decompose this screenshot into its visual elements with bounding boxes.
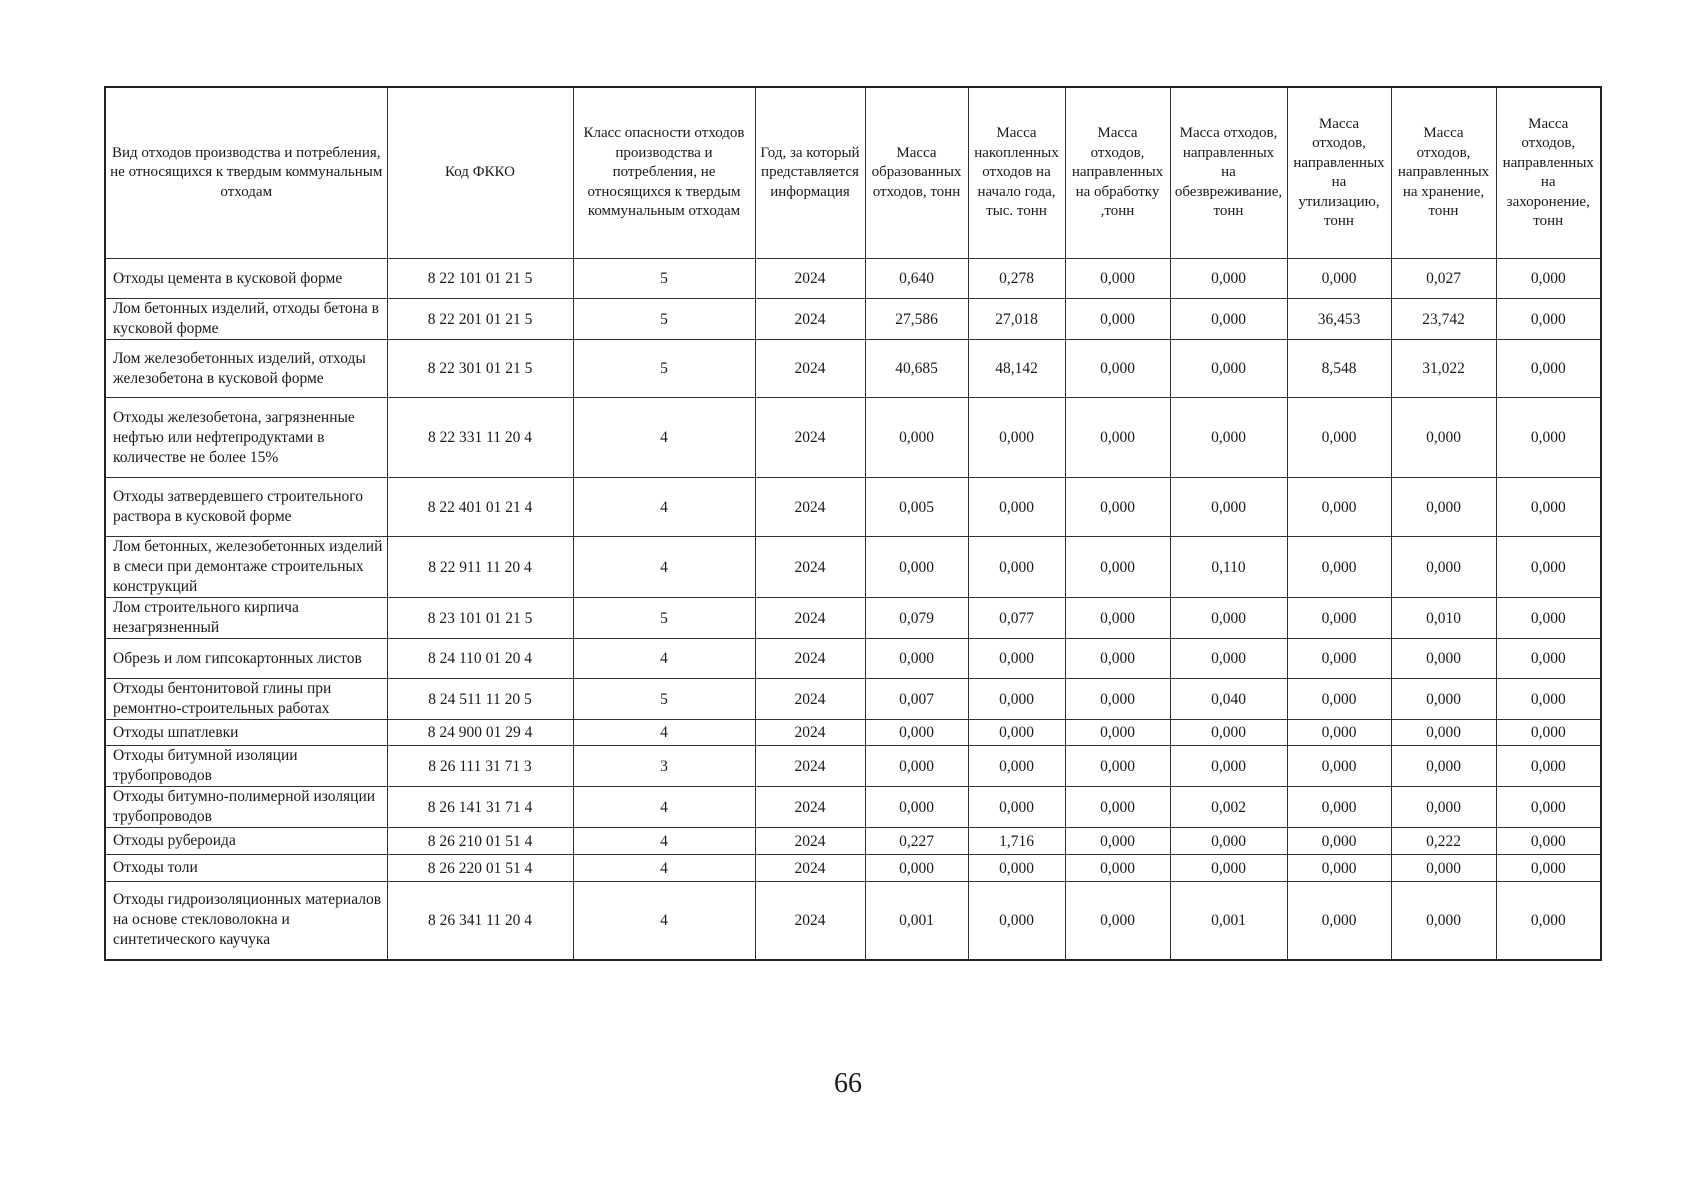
- header-mass-processing: Масса отходов, направленных на обработку ,тонн: [1065, 87, 1170, 259]
- cell-mass-burial: 0,000: [1496, 882, 1601, 960]
- cell-mass-processing: 0,000: [1065, 882, 1170, 960]
- cell-mass-neutralization: 0,000: [1170, 598, 1287, 639]
- cell-fkko-code: 8 24 511 11 20 5: [387, 679, 573, 720]
- cell-mass-burial: 0,000: [1496, 720, 1601, 746]
- cell-waste-name: Отходы гидроизоляционных материалов на основе стекловолокна и синтетического каучука: [105, 882, 387, 960]
- cell-hazard-class: 4: [573, 828, 755, 855]
- cell-mass-accumulated: 0,278: [968, 259, 1065, 299]
- cell-mass-accumulated: 0,000: [968, 746, 1065, 787]
- cell-mass-accumulated: 0,000: [968, 882, 1065, 960]
- table-row: [105, 679, 1601, 720]
- cell-mass-accumulated: 0,000: [968, 720, 1065, 746]
- cell-mass-generated: 40,685: [865, 340, 968, 398]
- cell-mass-processing: 0,000: [1065, 679, 1170, 720]
- cell-mass-burial: 0,000: [1496, 679, 1601, 720]
- cell-mass-utilization: 0,000: [1287, 855, 1391, 882]
- cell-waste-name: Отходы рубероида: [105, 828, 387, 855]
- cell-year: 2024: [755, 398, 865, 478]
- cell-mass-processing: 0,000: [1065, 639, 1170, 679]
- cell-mass-generated: 0,007: [865, 679, 968, 720]
- cell-mass-storage: 0,000: [1391, 787, 1496, 828]
- header-waste-type: Вид отходов производства и потребления, не относящихся к твердым коммунальным отходам: [105, 87, 387, 259]
- cell-mass-storage: 31,022: [1391, 340, 1496, 398]
- cell-fkko-code: 8 24 900 01 29 4: [387, 720, 573, 746]
- cell-mass-storage: 0,000: [1391, 746, 1496, 787]
- cell-mass-utilization: 0,000: [1287, 882, 1391, 960]
- cell-mass-burial: 0,000: [1496, 398, 1601, 478]
- cell-mass-neutralization: 0,000: [1170, 639, 1287, 679]
- cell-fkko-code: 8 22 201 01 21 5: [387, 299, 573, 340]
- cell-mass-burial: 0,000: [1496, 855, 1601, 882]
- cell-mass-storage: 0,027: [1391, 259, 1496, 299]
- cell-hazard-class: 4: [573, 787, 755, 828]
- cell-waste-name: Лом бетонных изделий, отходы бетона в кусковой форме: [105, 299, 387, 340]
- cell-mass-utilization: 0,000: [1287, 828, 1391, 855]
- cell-mass-accumulated: 0,000: [968, 398, 1065, 478]
- cell-mass-accumulated: 0,000: [968, 639, 1065, 679]
- cell-fkko-code: 8 26 210 01 51 4: [387, 828, 573, 855]
- cell-hazard-class: 3: [573, 746, 755, 787]
- cell-mass-generated: 27,586: [865, 299, 968, 340]
- cell-mass-neutralization: 0,000: [1170, 259, 1287, 299]
- cell-mass-accumulated: 0,000: [968, 787, 1065, 828]
- cell-mass-storage: 0,000: [1391, 639, 1496, 679]
- header-row: [105, 87, 1601, 259]
- cell-mass-generated: 0,001: [865, 882, 968, 960]
- cell-waste-name: Отходы затвердевшего строительного раствора в кусковой форме: [105, 478, 387, 537]
- cell-hazard-class: 4: [573, 855, 755, 882]
- header-fkko-code: Код ФККО: [387, 87, 573, 259]
- cell-hazard-class: 4: [573, 478, 755, 537]
- cell-year: 2024: [755, 537, 865, 598]
- cell-mass-processing: 0,000: [1065, 746, 1170, 787]
- cell-mass-burial: 0,000: [1496, 299, 1601, 340]
- cell-year: 2024: [755, 746, 865, 787]
- cell-fkko-code: 8 26 341 11 20 4: [387, 882, 573, 960]
- header-mass-accumulated: Масса накопленных отходов на начало года, тыс. тонн: [968, 87, 1065, 259]
- table-row: [105, 537, 1601, 598]
- cell-mass-neutralization: 0,000: [1170, 746, 1287, 787]
- cell-mass-storage: 0,010: [1391, 598, 1496, 639]
- cell-mass-generated: 0,227: [865, 828, 968, 855]
- cell-mass-utilization: 0,000: [1287, 720, 1391, 746]
- cell-waste-name: Лом строительного кирпича незагрязненный: [105, 598, 387, 639]
- cell-mass-burial: 0,000: [1496, 828, 1601, 855]
- cell-mass-burial: 0,000: [1496, 537, 1601, 598]
- header-mass-generated: Масса образованных отходов, тонн: [865, 87, 968, 259]
- cell-waste-name: Лом бетонных, железобетонных изделий в смеси при демонтаже строительных конструкций: [105, 537, 387, 598]
- cell-hazard-class: 4: [573, 398, 755, 478]
- cell-fkko-code: 8 22 331 11 20 4: [387, 398, 573, 478]
- cell-mass-generated: 0,000: [865, 787, 968, 828]
- cell-mass-neutralization: 0,000: [1170, 855, 1287, 882]
- cell-year: 2024: [755, 340, 865, 398]
- cell-mass-generated: 0,000: [865, 855, 968, 882]
- cell-mass-generated: 0,000: [865, 398, 968, 478]
- cell-mass-utilization: 0,000: [1287, 478, 1391, 537]
- waste-table: [104, 86, 1602, 961]
- header-mass-storage: Масса отходов, направленных на хранение, тонн: [1391, 87, 1496, 259]
- cell-fkko-code: 8 26 111 31 71 3: [387, 746, 573, 787]
- cell-hazard-class: 5: [573, 259, 755, 299]
- table-row: [105, 639, 1601, 679]
- cell-mass-storage: 23,742: [1391, 299, 1496, 340]
- cell-waste-name: Отходы железобетона, загрязненные нефтью или нефтепродуктами в количестве не более 15%: [105, 398, 387, 478]
- header-mass-utilization: Масса отходов, направленных на утилизацию, тонн: [1287, 87, 1391, 259]
- cell-mass-processing: 0,000: [1065, 787, 1170, 828]
- cell-waste-name: Отходы битумно-полимерной изоляции трубопроводов: [105, 787, 387, 828]
- cell-mass-utilization: 0,000: [1287, 259, 1391, 299]
- cell-waste-name: Обрезь и лом гипсокартонных листов: [105, 639, 387, 679]
- cell-mass-utilization: 36,453: [1287, 299, 1391, 340]
- cell-mass-accumulated: 0,000: [968, 537, 1065, 598]
- table-row: [105, 259, 1601, 299]
- table-row: [105, 340, 1601, 398]
- header-mass-burial: Масса отходов, направленных на захоронение, тонн: [1496, 87, 1601, 259]
- cell-mass-processing: 0,000: [1065, 537, 1170, 598]
- cell-mass-generated: 0,000: [865, 720, 968, 746]
- cell-mass-processing: 0,000: [1065, 855, 1170, 882]
- cell-year: 2024: [755, 478, 865, 537]
- cell-mass-accumulated: 0,077: [968, 598, 1065, 639]
- cell-mass-neutralization: 0,040: [1170, 679, 1287, 720]
- cell-mass-processing: 0,000: [1065, 259, 1170, 299]
- cell-mass-utilization: 0,000: [1287, 679, 1391, 720]
- cell-hazard-class: 4: [573, 720, 755, 746]
- cell-mass-utilization: 0,000: [1287, 787, 1391, 828]
- cell-mass-generated: 0,079: [865, 598, 968, 639]
- cell-year: 2024: [755, 787, 865, 828]
- cell-mass-burial: 0,000: [1496, 787, 1601, 828]
- cell-mass-storage: 0,000: [1391, 537, 1496, 598]
- cell-year: 2024: [755, 598, 865, 639]
- cell-fkko-code: 8 26 220 01 51 4: [387, 855, 573, 882]
- cell-mass-processing: 0,000: [1065, 299, 1170, 340]
- cell-waste-name: Лом железобетонных изделий, отходы железобетона в кусковой форме: [105, 340, 387, 398]
- cell-mass-accumulated: 1,716: [968, 828, 1065, 855]
- cell-year: 2024: [755, 639, 865, 679]
- cell-hazard-class: 4: [573, 882, 755, 960]
- cell-mass-utilization: 0,000: [1287, 598, 1391, 639]
- cell-mass-utilization: 0,000: [1287, 639, 1391, 679]
- table-row: [105, 828, 1601, 855]
- cell-mass-accumulated: 27,018: [968, 299, 1065, 340]
- cell-waste-name: Отходы толи: [105, 855, 387, 882]
- cell-mass-accumulated: 0,000: [968, 679, 1065, 720]
- cell-mass-generated: 0,005: [865, 478, 968, 537]
- header-mass-neutralization: Масса отходов, направленных на обезвреживание, тонн: [1170, 87, 1287, 259]
- table-row: [105, 746, 1601, 787]
- cell-mass-storage: 0,000: [1391, 720, 1496, 746]
- cell-hazard-class: 5: [573, 299, 755, 340]
- cell-hazard-class: 4: [573, 537, 755, 598]
- table-row: [105, 787, 1601, 828]
- cell-year: 2024: [755, 299, 865, 340]
- cell-mass-generated: 0,000: [865, 746, 968, 787]
- cell-mass-neutralization: 0,000: [1170, 478, 1287, 537]
- cell-fkko-code: 8 22 911 11 20 4: [387, 537, 573, 598]
- table-row: [105, 855, 1601, 882]
- cell-mass-generated: 0,000: [865, 639, 968, 679]
- table-row: [105, 398, 1601, 478]
- cell-fkko-code: 8 22 401 01 21 4: [387, 478, 573, 537]
- cell-waste-name: Отходы бентонитовой глины при ремонтно-строительных работах: [105, 679, 387, 720]
- page-number: 66: [834, 1068, 862, 1099]
- cell-year: 2024: [755, 679, 865, 720]
- cell-mass-neutralization: 0,000: [1170, 828, 1287, 855]
- cell-mass-neutralization: 0,000: [1170, 340, 1287, 398]
- cell-year: 2024: [755, 720, 865, 746]
- cell-mass-burial: 0,000: [1496, 639, 1601, 679]
- table-row: [105, 720, 1601, 746]
- cell-year: 2024: [755, 855, 865, 882]
- table-row: [105, 598, 1601, 639]
- cell-fkko-code: 8 22 101 01 21 5: [387, 259, 573, 299]
- cell-fkko-code: 8 24 110 01 20 4: [387, 639, 573, 679]
- cell-mass-burial: 0,000: [1496, 746, 1601, 787]
- cell-fkko-code: 8 23 101 01 21 5: [387, 598, 573, 639]
- cell-mass-processing: 0,000: [1065, 828, 1170, 855]
- cell-mass-accumulated: 0,000: [968, 855, 1065, 882]
- cell-mass-neutralization: 0,000: [1170, 398, 1287, 478]
- cell-year: 2024: [755, 882, 865, 960]
- cell-mass-burial: 0,000: [1496, 598, 1601, 639]
- cell-mass-utilization: 8,548: [1287, 340, 1391, 398]
- cell-mass-storage: 0,000: [1391, 398, 1496, 478]
- cell-mass-neutralization: 0,000: [1170, 299, 1287, 340]
- cell-waste-name: Отходы битумной изоляции трубопроводов: [105, 746, 387, 787]
- cell-mass-storage: 0,222: [1391, 828, 1496, 855]
- cell-mass-storage: 0,000: [1391, 882, 1496, 960]
- cell-hazard-class: 4: [573, 639, 755, 679]
- cell-mass-neutralization: 0,001: [1170, 882, 1287, 960]
- cell-mass-storage: 0,000: [1391, 855, 1496, 882]
- cell-mass-processing: 0,000: [1065, 340, 1170, 398]
- cell-mass-storage: 0,000: [1391, 478, 1496, 537]
- table-body: [105, 259, 1601, 960]
- cell-mass-burial: 0,000: [1496, 340, 1601, 398]
- cell-mass-utilization: 0,000: [1287, 746, 1391, 787]
- cell-fkko-code: 8 26 141 31 71 4: [387, 787, 573, 828]
- cell-mass-processing: 0,000: [1065, 720, 1170, 746]
- cell-mass-generated: 0,640: [865, 259, 968, 299]
- cell-mass-generated: 0,000: [865, 537, 968, 598]
- cell-mass-processing: 0,000: [1065, 478, 1170, 537]
- cell-mass-burial: 0,000: [1496, 259, 1601, 299]
- cell-year: 2024: [755, 828, 865, 855]
- cell-mass-processing: 0,000: [1065, 398, 1170, 478]
- cell-mass-utilization: 0,000: [1287, 537, 1391, 598]
- cell-mass-neutralization: 0,110: [1170, 537, 1287, 598]
- header-year: Год, за который представляется информация: [755, 87, 865, 259]
- cell-fkko-code: 8 22 301 01 21 5: [387, 340, 573, 398]
- cell-mass-neutralization: 0,002: [1170, 787, 1287, 828]
- cell-mass-accumulated: 48,142: [968, 340, 1065, 398]
- cell-waste-name: Отходы цемента в кусковой форме: [105, 259, 387, 299]
- cell-year: 2024: [755, 259, 865, 299]
- header-hazard-class: Класс опасности отходов производства и потребления, не относящихся к твердым коммунальным отходам: [573, 87, 755, 259]
- cell-mass-neutralization: 0,000: [1170, 720, 1287, 746]
- cell-hazard-class: 5: [573, 340, 755, 398]
- cell-hazard-class: 5: [573, 598, 755, 639]
- cell-mass-accumulated: 0,000: [968, 478, 1065, 537]
- table-row: [105, 478, 1601, 537]
- cell-mass-processing: 0,000: [1065, 598, 1170, 639]
- cell-hazard-class: 5: [573, 679, 755, 720]
- cell-mass-storage: 0,000: [1391, 679, 1496, 720]
- cell-mass-utilization: 0,000: [1287, 398, 1391, 478]
- table-row: [105, 882, 1601, 960]
- cell-mass-burial: 0,000: [1496, 478, 1601, 537]
- cell-waste-name: Отходы шпатлевки: [105, 720, 387, 746]
- table-row: [105, 299, 1601, 340]
